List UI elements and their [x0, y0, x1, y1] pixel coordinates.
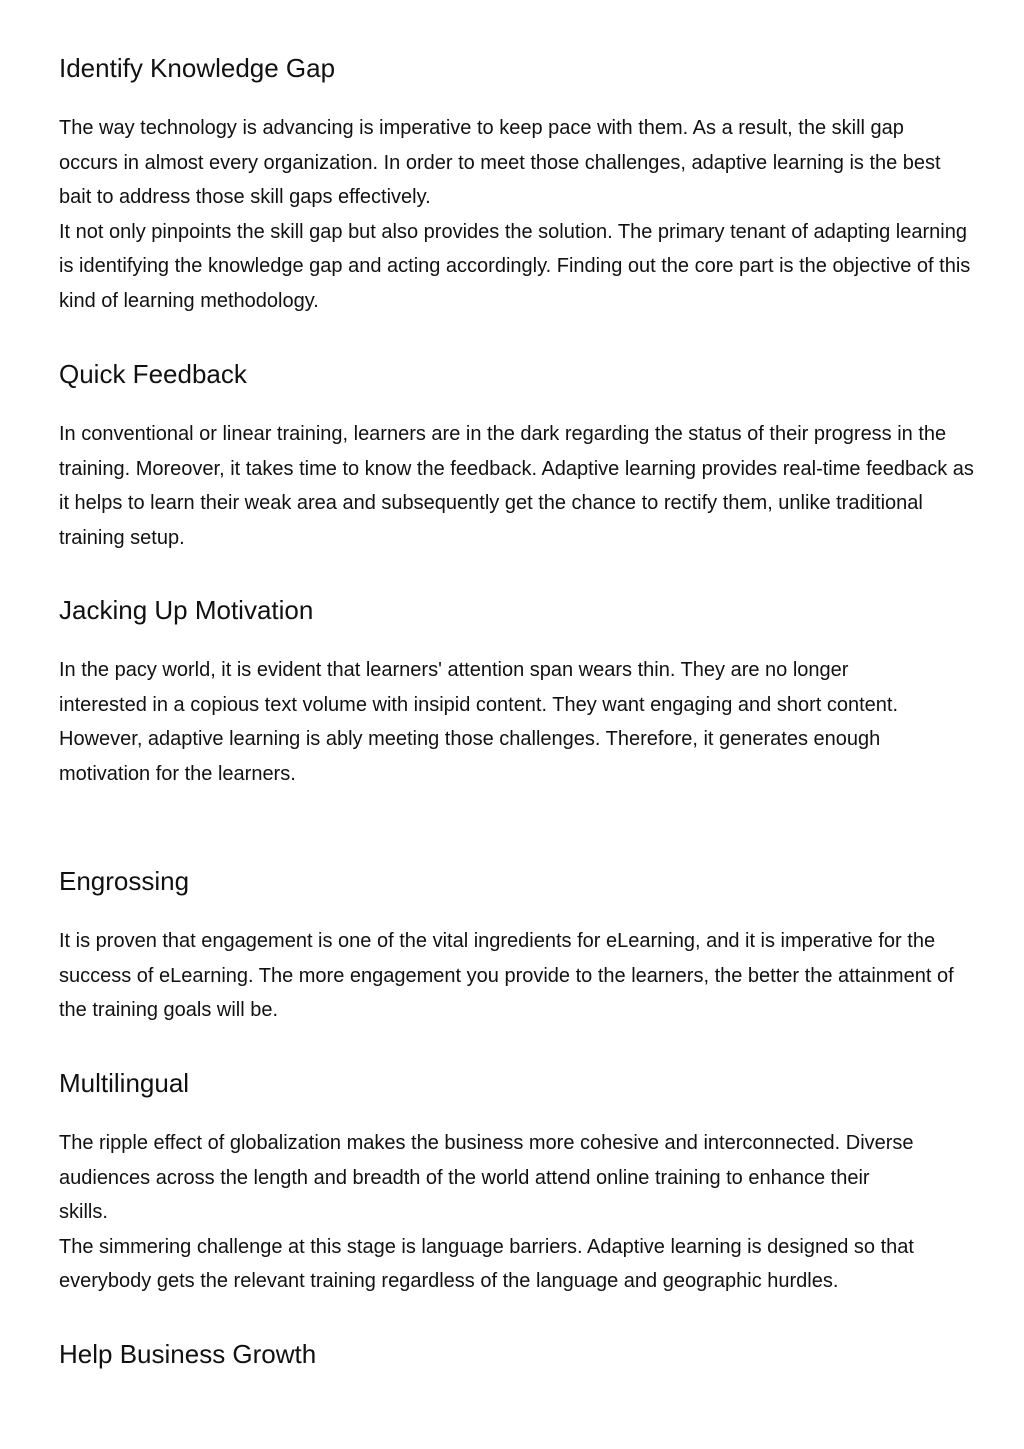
- section-heading: Identify Knowledge Gap: [59, 53, 336, 83]
- section-paragraph: It not only pinpoints the skill gap but also provides the solution. The primary tenant of adapting learning is identifying the knowledge gap and acting accordingly. Finding out the core part is the objective of this kind of learning methodology.: [59, 220, 971, 312]
- section-paragraph: In conventional or linear training, learners are in the dark regarding the status of their progress in the training. Moreover, it takes time to know the feedback. Adaptive learning provides real-time feedback as it helps to learn their weak area and subsequently get the chance to rectify them, unlike traditional training setup.: [59, 423, 974, 549]
- section-identify-knowledge-gap: [59, 53, 979, 318]
- section-paragraph: The simmering challenge at this stage is language barriers. Adaptive learning is designed so that everybody gets the relevant training regardless of the language and geographic hurdles.: [59, 1235, 914, 1292]
- section-paragraph: It is proven that engagement is one of the vital ingredients for eLearning, and it is imperative for the success of eLearning. The more engagement you provide to the learners, the better the attainment of the training goals will be.: [59, 930, 954, 1021]
- section-paragraph: In the pacy world, it is evident that learners' attention span wears thin. They are no longer interested in a copious text volume with insipid content. They want engaging and short content.: [59, 659, 899, 716]
- section-heading: Help Business Growth: [59, 1339, 317, 1369]
- section-paragraph: The way technology is advancing is imperative to keep pace with them. As a result, the skill gap occurs in almost every organization. In order to meet those challenges, adaptive learning is the best bait to address those skill gaps effectively.: [59, 117, 941, 208]
- section-help-business-growth: [59, 1339, 979, 1369]
- section-heading: Jacking Up Motivation: [59, 595, 314, 625]
- section-heading: Engrossing: [59, 866, 190, 896]
- section-paragraph: However, adaptive learning is ably meeting those challenges. Therefore, it generates enough motivation for the learners.: [59, 728, 881, 785]
- section-multilingual: [59, 1068, 979, 1299]
- section-engrossing: [59, 866, 979, 1028]
- section-quick-feedback: [59, 359, 979, 555]
- section-jacking-up-motivation: [59, 595, 979, 791]
- section-paragraph: The ripple effect of globalization makes the business more cohesive and interconnected. Diverse audiences across the length and breadth of the world attend online training to enhance their skills.: [59, 1132, 914, 1223]
- section-heading: Multilingual: [59, 1068, 190, 1098]
- section-heading: Quick Feedback: [59, 359, 247, 389]
